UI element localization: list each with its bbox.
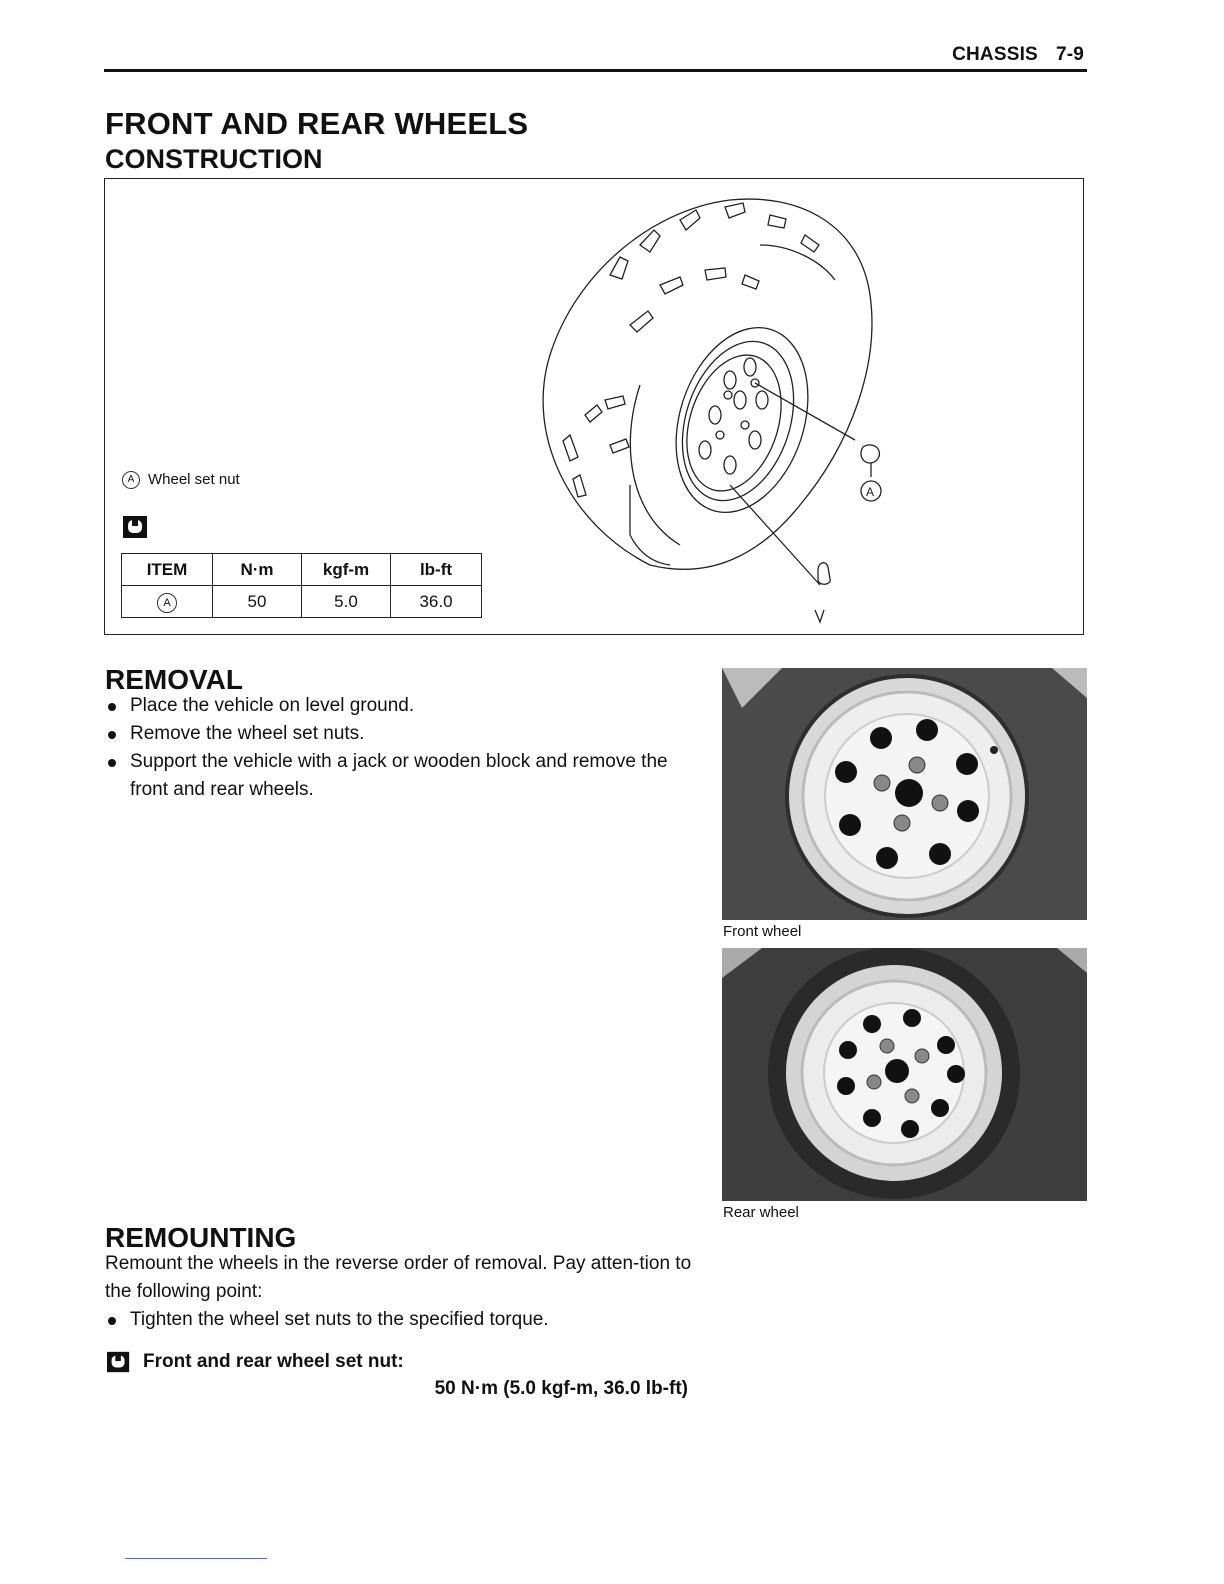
torque-wrench-icon	[105, 1350, 133, 1374]
torque-table-header-row	[122, 554, 482, 586]
torque-spec-label	[105, 1350, 404, 1374]
header-page-number: 7-9	[1055, 44, 1084, 65]
construction-heading: CONSTRUCTION	[105, 144, 323, 174]
callout-label: A	[866, 485, 875, 499]
table-row	[122, 586, 482, 618]
list-item: Place the vehicle on level ground.	[105, 692, 695, 720]
list-item: Remove the wheel set nuts.	[105, 720, 695, 748]
remounting-text: Remount the wheels in the reverse order of removal. Pay atten-tion to the following point:	[105, 1253, 692, 1302]
header-section: CHASSIS	[952, 44, 1038, 65]
front-wheel-photo	[722, 668, 1087, 920]
page-title: FRONT AND REAR WHEELS	[105, 106, 529, 141]
removal-heading: REMOVAL	[105, 664, 243, 695]
list-item: Support the vehicle with a jack or wooden block and remove the front and rear wheels.	[105, 748, 695, 804]
header-rule	[104, 69, 1087, 72]
col-item: ITEM	[122, 554, 213, 586]
torque-table	[121, 553, 482, 618]
removal-steps	[105, 692, 695, 804]
cell-nm: 50	[213, 586, 302, 618]
col-nm: N·m	[213, 554, 302, 586]
remounting-steps	[105, 1306, 695, 1334]
rear-wheel-photo	[722, 948, 1087, 1201]
cell-item: A	[122, 586, 213, 618]
legend	[122, 471, 240, 489]
remounting-heading: REMOUNTING	[105, 1222, 297, 1253]
rear-wheel-caption: Rear wheel	[723, 1204, 799, 1221]
running-header	[952, 44, 1084, 66]
list-item: Tighten the wheel set nuts to the specified torque.	[105, 1306, 695, 1334]
cell-lbft: 36.0	[391, 586, 482, 618]
front-wheel-caption: Front wheel	[723, 923, 802, 940]
col-lbft: lb-ft	[391, 554, 482, 586]
legend-label: Wheel set nut	[148, 471, 240, 488]
col-kgfm: kgf-m	[302, 554, 391, 586]
spec-label-text: Front and rear wheel set nut:	[143, 1351, 404, 1372]
legend-symbol: A	[122, 471, 140, 489]
rear-wheel-image	[722, 948, 1087, 1201]
tire-diagram	[530, 185, 960, 630]
front-wheel-image	[722, 668, 1087, 920]
footer-rule	[125, 1558, 267, 1559]
torque-wrench-icon	[121, 514, 151, 540]
cell-kgfm: 5.0	[302, 586, 391, 618]
torque-spec-value: 50 N·m (5.0 kgf-m, 36.0 lb-ft)	[434, 1378, 688, 1399]
